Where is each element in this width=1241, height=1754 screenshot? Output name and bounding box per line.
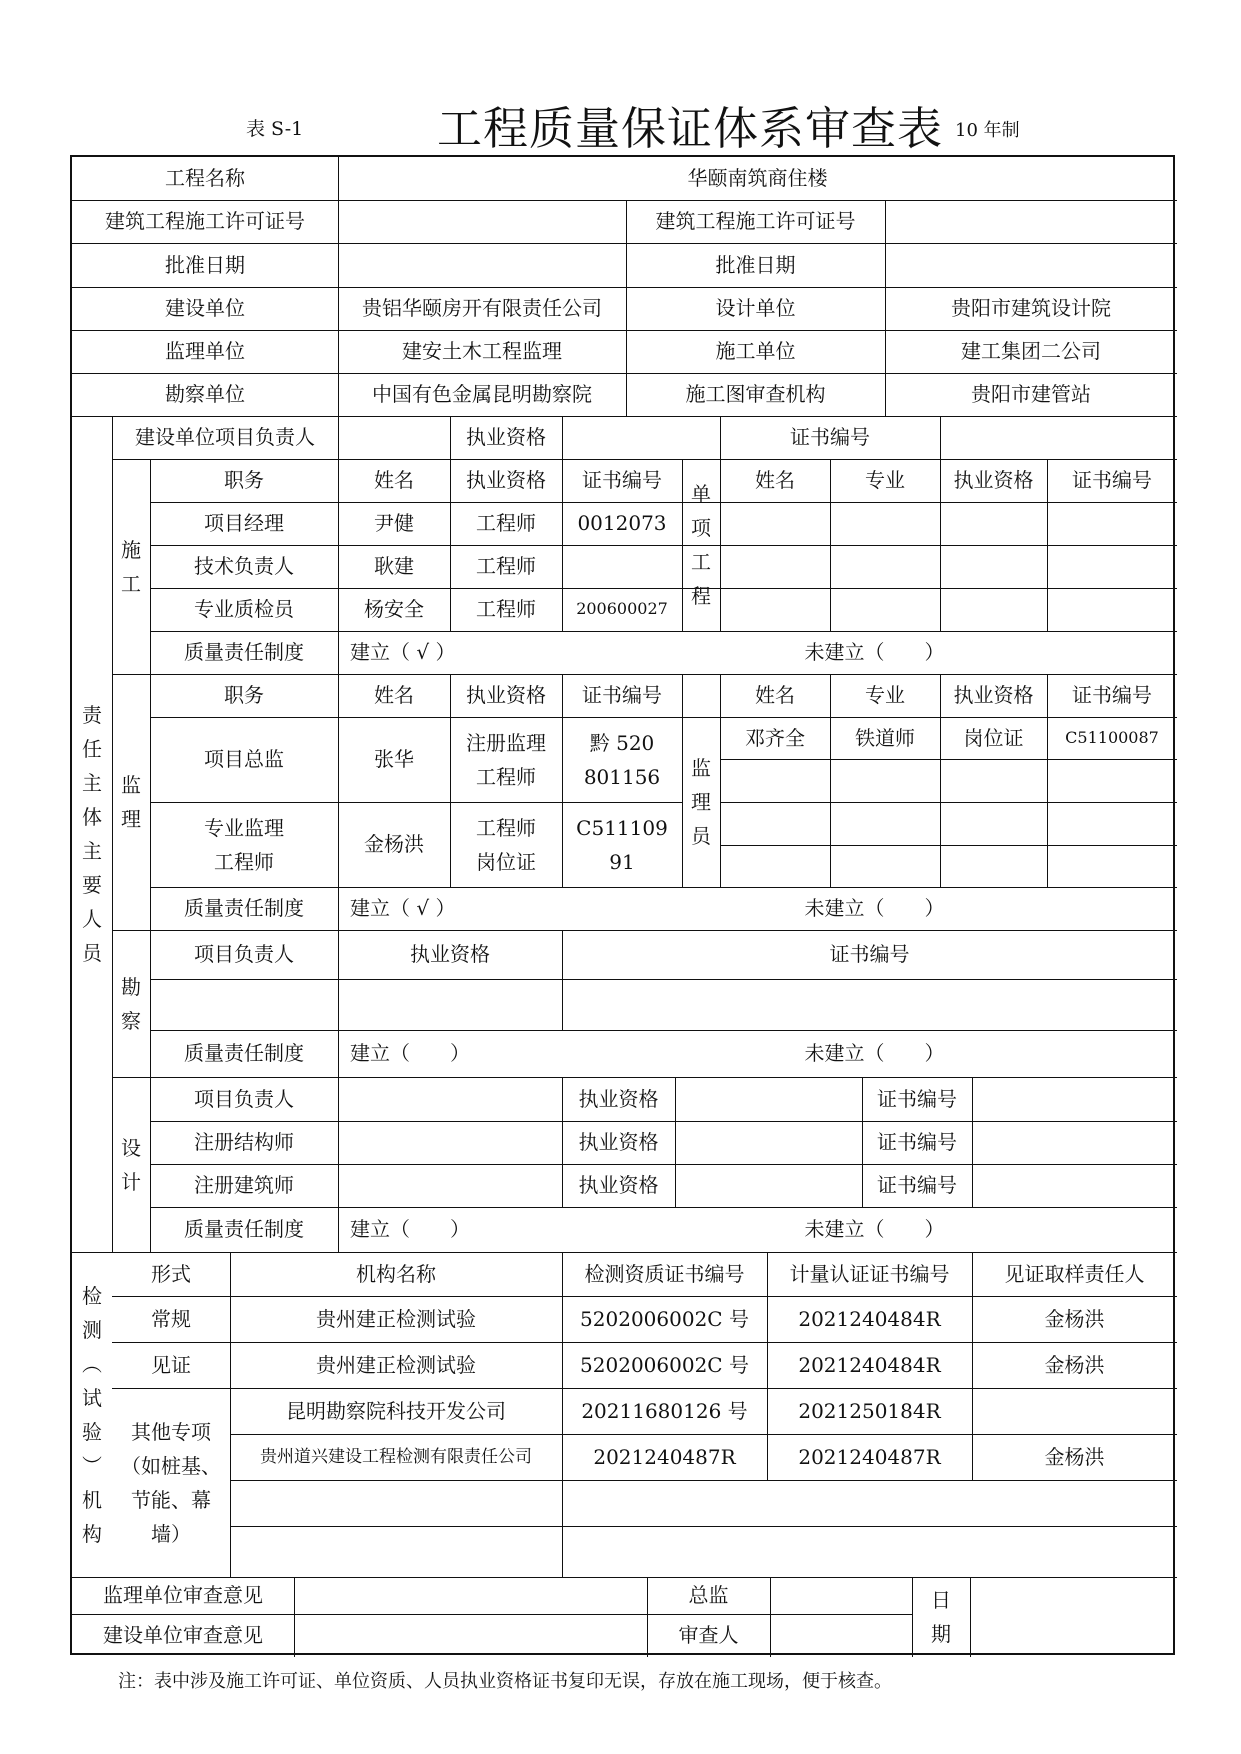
grid-line [720,759,1177,760]
construction-cert: 200600027 [576,599,668,619]
construction-post: 专业质检员 [194,597,294,621]
responsibility-group-label-line: 任 [82,737,102,761]
col-name: 姓名 [374,468,414,492]
chief-post: 项目总监 [204,747,284,771]
quality-assurance-review-table [70,155,1175,1655]
sup-col-name-2: 姓名 [755,683,795,707]
permit-no-value [338,200,626,243]
sup-col-cert-2: 证书编号 [1072,683,1152,707]
grid-line [720,845,1177,846]
approval-date-value-2 [885,243,1177,287]
specialist-qual [450,802,562,887]
survey-unit-value: 中国有色金属昆明勘察院 [372,382,592,406]
sup-col-cert: 证书编号 [582,683,662,707]
testing-label-line: 构 [82,1521,102,1546]
build-unit-head-label: 建设单位项目负责人 [135,425,315,449]
testing-other-test-cert: 2021240487R [593,1444,736,1469]
chief-cert-line: 黔 520 [589,730,655,755]
grid-line [150,979,1177,980]
testing-label-line: 检 [82,1283,102,1308]
supervision-established: 建立（ √ ） [350,896,456,920]
chief-qual-line: 注册监理 [466,730,546,755]
supervision-label [112,674,150,930]
specialist-post-line: 专业监理 [204,815,284,840]
construction-post: 项目经理 [204,511,284,535]
testing-metro-cert: 2021240484R [798,1352,941,1377]
reviewer-label: 审查人 [678,1623,739,1647]
testing-test-cert: 5202006002C 号 [580,1352,749,1377]
testing-label-line: 试 [82,1385,102,1410]
construction-cert [562,545,682,588]
construction-post: 技术负责人 [194,554,294,578]
responsibility-group-label-line: 责 [82,703,102,727]
supervisor-label-line: 理 [691,790,711,814]
responsibility-group-label-line: 要 [82,873,102,897]
sup-col-post: 职务 [224,683,264,707]
col-cert: 证书编号 [582,468,662,492]
design-qual-label: 执业资格 [578,1086,659,1111]
design-label-line: 计 [121,1169,141,1194]
single-item-label-line: 程 [691,584,711,608]
construction-label-line: 施 [121,537,141,562]
design-cert-label: 证书编号 [877,1130,957,1154]
construction-established: 建立（ √ ） [350,640,456,664]
construction-qual: 工程师 [476,597,536,621]
col-test-cert: 检测资质证书编号 [584,1261,745,1286]
responsibility-group-label-line: 主 [82,839,102,863]
design-qual-label: 执业资格 [578,1173,659,1197]
build-head-cert-label: 证书编号 [790,425,870,449]
testing-other-org: 昆明勘察院科技开发公司 [286,1398,506,1423]
chief-supervisor-label: 总监 [688,1583,729,1607]
construction-qual: 工程师 [476,554,536,578]
supervision-unit-label: 监理单位 [165,339,245,363]
testing-other-label-line: 其他专项 [131,1419,211,1444]
design-label [112,1077,150,1252]
supervisor-label-line: 员 [691,824,711,848]
testing-other-witness: 金杨洪 [1044,1444,1105,1469]
testing-label-line: 机 [82,1487,102,1512]
chief-cert [562,717,682,802]
col-form: 形式 [151,1261,191,1286]
testing-test-cert: 5202006002C 号 [580,1306,749,1331]
responsibility-group-label-line: 主 [82,771,102,795]
date-label-line: 日 [931,1588,951,1612]
project-name-value: 华颐南筑商住楼 [687,166,828,190]
approval-date-value [338,243,626,287]
construction-unit-value: 建工集团二公司 [961,339,1101,363]
construction-cert: 0012073 [577,511,667,535]
grid-line [770,1577,771,1657]
drawing-review-value: 贵阳市建管站 [971,382,1091,406]
build-unit-head-name [338,416,450,459]
design-unit-value: 贵阳市建筑设计院 [951,296,1111,320]
testing-witness: 金杨洪 [1044,1352,1105,1377]
design-cert-label: 证书编号 [877,1086,957,1111]
supervisor-label-line: 监 [691,756,711,780]
responsibility-group-label-line: 体 [82,805,102,829]
single-item-label-line: 单 [691,482,711,506]
construction-label-line: 工 [121,571,141,596]
testing-label-line: 测 [82,1317,102,1342]
construction-name: 杨安全 [364,597,424,621]
specialist-cert-line: 91 [609,849,635,874]
testing-other-label-line: （如桩基、 [121,1453,221,1478]
testing-other-label [112,1388,230,1577]
supervisor-name: 邓齐全 [745,725,805,750]
sup-col-qual: 执业资格 [466,683,546,707]
page-title: 工程质量保证体系审查表 [437,102,944,155]
construction-name: 耿建 [374,554,414,578]
build-head-qual-value [562,416,720,459]
design-unit-label: 设计单位 [715,296,796,320]
testing-witness: 金杨洪 [1044,1306,1105,1331]
construction-unit-label: 施工单位 [715,339,796,363]
grid-line [720,802,1177,803]
design-qual-label: 执业资格 [578,1130,659,1154]
survey-label [112,930,150,1077]
grid-line [294,1577,295,1657]
construction-quality-system-label: 质量责任制度 [184,640,304,664]
date-label [912,1577,970,1657]
specialist-cert-line: C511109 [576,815,668,840]
chief-cert-line: 801156 [583,764,661,789]
col-witness: 见证取样责任人 [1004,1261,1145,1286]
construction-qual: 工程师 [476,511,536,535]
chief-name: 张华 [374,747,414,771]
permit-no-label-2: 建筑工程施工许可证号 [655,209,856,233]
grid-line [230,1480,1177,1481]
testing-other-label-line: 墙） [151,1521,191,1546]
supervision-quality-system-label: 质量责任制度 [184,896,304,920]
supervisor-cert: C51100087 [1065,727,1159,747]
design-structural-label: 注册结构师 [194,1130,294,1154]
survey-label-line: 察 [121,1008,141,1033]
single-item-label-line: 项 [691,516,711,540]
grid-line [230,1526,1177,1527]
supervision-opinion-label: 监理单位审查意见 [103,1583,263,1607]
design-architect-label: 注册建筑师 [194,1173,294,1197]
testing-org: 贵州建正检测试验 [316,1306,476,1331]
col-name-2: 姓名 [755,468,795,492]
survey-quality-system-label: 质量责任制度 [184,1041,304,1065]
responsibility-group-label-line: 员 [82,941,102,965]
project-name-label: 工程名称 [165,166,245,190]
design-quality-system-label: 质量责任制度 [184,1217,304,1241]
testing-form: 见证 [151,1352,191,1377]
grid-line [970,1577,971,1657]
specialist-cert [562,802,682,887]
design-leader-label: 项目负责人 [194,1086,294,1111]
survey-established: 建立（ ） [350,1041,470,1065]
survey-not-established: 未建立（ ） [804,1041,945,1065]
specialist-post-line: 工程师 [214,849,274,874]
survey-label-line: 勘 [121,974,141,999]
grid-line [972,1077,973,1207]
supervision-unit-value: 建安土木工程监理 [402,339,562,363]
build-unit-label: 建设单位 [165,296,245,320]
testing-label-line: ︵ [82,1351,102,1376]
col-qual: 执业资格 [466,468,546,492]
sup-col-specialty: 专业 [865,683,905,707]
sup-col-qual-2: 执业资格 [953,683,1034,707]
testing-other-metro-cert: 2021250184R [798,1398,941,1423]
permit-no-value-2 [885,200,1177,243]
col-org: 机构名称 [356,1261,436,1286]
survey-unit-label: 勘察单位 [165,382,245,406]
testing-label-line: 验 [82,1419,102,1444]
responsibility-group-label-line: 人 [82,907,102,931]
testing-other-metro-cert: 2021240487R [798,1444,941,1469]
responsibility-group-label [72,416,112,1252]
permit-no-label: 建筑工程施工许可证号 [105,209,305,233]
testing-form: 常规 [151,1306,191,1331]
testing-label [72,1252,112,1577]
testing-label-line: ︶ [82,1453,102,1478]
col-post: 职务 [224,468,264,492]
design-label-line: 设 [121,1135,141,1160]
build-opinion-label: 建设单位审查意见 [103,1623,263,1647]
col-metro-cert: 计量认证证书编号 [789,1261,950,1286]
survey-leader-label: 项目负责人 [194,942,294,966]
testing-other-test-cert: 20211680126 号 [581,1398,748,1423]
design-not-established: 未建立（ ） [804,1217,945,1241]
year-note: 10 年制 [955,120,1020,141]
specialist-post [150,802,338,887]
testing-other-witness [972,1388,1177,1434]
build-head-cert-value [940,416,1177,459]
drawing-review-label: 施工图审查机构 [685,382,826,406]
testing-metro-cert: 2021240484R [798,1306,941,1331]
supervisor-qual: 岗位证 [963,725,1024,750]
supervision-label-line: 理 [121,807,141,831]
sup-col-name: 姓名 [374,683,414,707]
build-unit-value: 贵铝华颐房开有限责任公司 [362,296,602,320]
testing-other-label-line: 节能、幕 [131,1487,211,1512]
survey-cert-label: 证书编号 [829,942,910,966]
approval-date-label-2: 批准日期 [715,252,796,277]
chief-qual-line: 工程师 [476,764,536,789]
build-head-qual-label: 执业资格 [466,425,546,449]
construction-name: 尹健 [374,511,414,535]
chief-qual [450,717,562,802]
testing-org: 贵州建正检测试验 [316,1352,476,1377]
single-item-label-line: 工 [691,550,711,574]
design-cert-label: 证书编号 [877,1173,957,1197]
construction-not-established: 未建立（ ） [804,640,945,664]
grid-line [675,1077,676,1207]
survey-qual-label: 执业资格 [410,942,490,966]
supervisor-specialty: 铁道师 [855,725,915,750]
single-item-label [682,459,720,631]
form-code: 表 S-1 [246,118,304,140]
supervisor-label [682,717,720,887]
approval-date-label: 批准日期 [165,252,245,277]
construction-label [112,459,150,674]
col-specialty: 专业 [865,468,905,492]
supervision-label-line: 监 [121,773,141,797]
footer-note: 注：表中涉及施工许可证、单位资质、人员执业资格证书复印无误，存放在施工现场，便于核查。 [118,1671,892,1692]
supervision-not-established: 未建立（ ） [804,896,945,920]
col-cert-2: 证书编号 [1072,468,1152,492]
date-label-line: 期 [931,1622,951,1646]
specialist-name: 金杨洪 [364,832,424,856]
specialist-qual-line: 岗位证 [476,849,536,874]
col-qual-2: 执业资格 [953,468,1034,492]
testing-other-org: 贵州道兴建设工程检测有限责任公司 [260,1446,532,1467]
design-established: 建立（ ） [350,1217,470,1241]
specialist-qual-line: 工程师 [476,815,536,840]
